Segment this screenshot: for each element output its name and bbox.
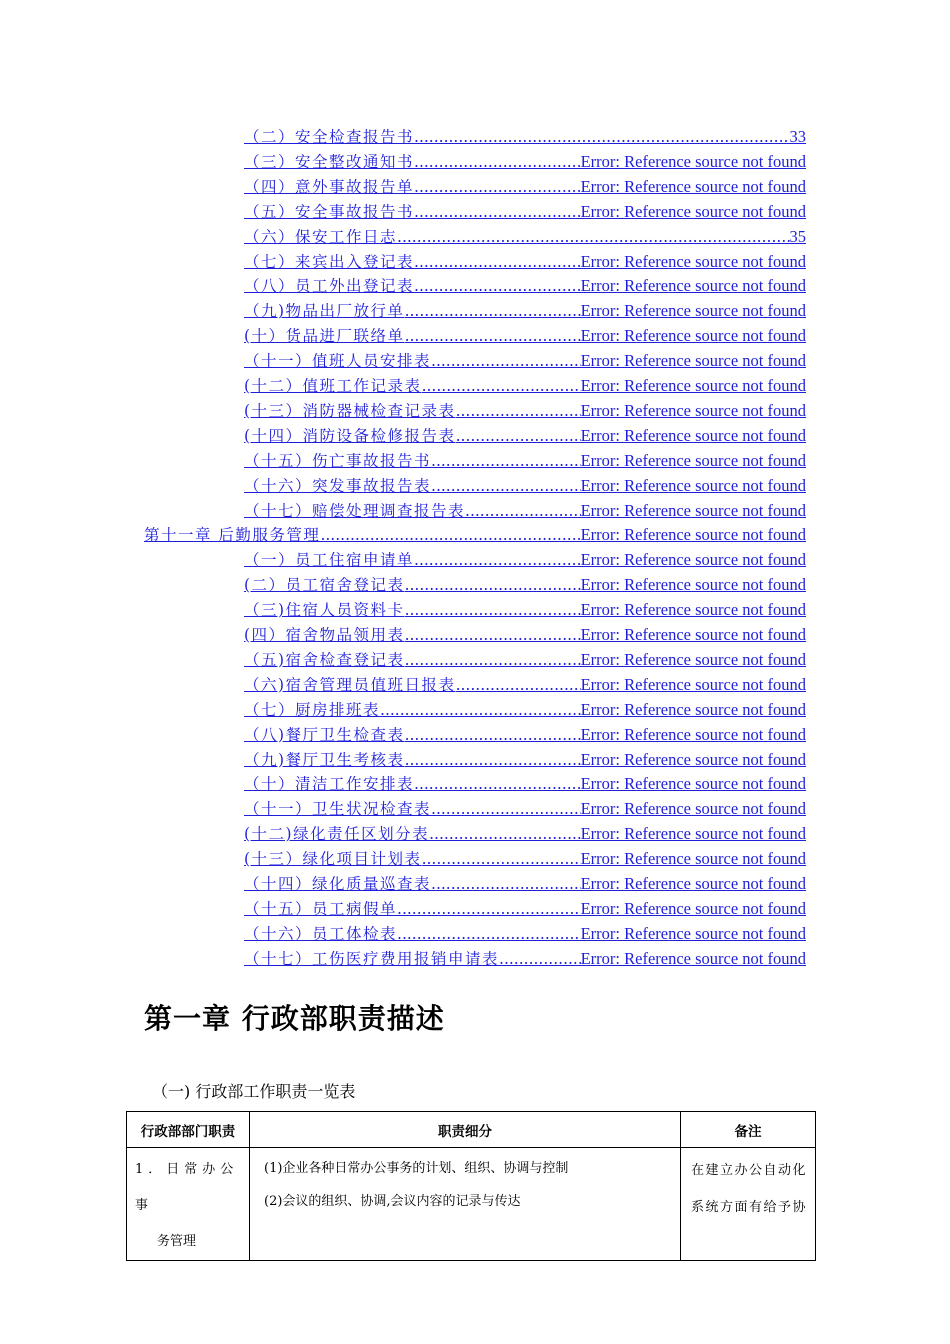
toc-entry-page: Error: Reference source not found — [580, 376, 806, 395]
toc-dot-leader — [431, 872, 581, 897]
toc-entry-title: （九)餐厅卫生考核表 — [244, 750, 405, 769]
toc-entry-page: Error: Reference source not found — [580, 251, 806, 271]
toc-entry-title: （八）员工外出登记表 — [244, 277, 415, 296]
toc-dot-leader — [414, 274, 581, 299]
toc-entry-page: Error: Reference source not found — [580, 176, 806, 196]
toc-entry-page: Error: Reference source not found — [580, 276, 806, 296]
toc-entry-title: （八)餐厅卫生检查表 — [244, 725, 405, 744]
toc-entry-page: Error: Reference source not found — [580, 674, 806, 694]
toc-entry-page: Error: Reference source not found — [580, 948, 806, 968]
toc-dot-leader — [414, 200, 581, 225]
toc-entry-page: Error: Reference source not found — [580, 699, 806, 719]
toc-entry-link[interactable] — [244, 298, 806, 323]
toc-entry-page: Error: Reference source not found — [580, 824, 806, 844]
toc-entry-link[interactable] — [244, 622, 806, 647]
toc-entry-link[interactable] — [244, 597, 806, 622]
toc-dot-leader — [405, 299, 581, 324]
toc-dot-leader — [465, 499, 581, 524]
toc-chapter-link[interactable] — [144, 522, 806, 547]
toc-dot-leader — [414, 125, 789, 150]
toc-dot-leader — [414, 548, 581, 573]
toc-dot-leader — [414, 175, 581, 200]
toc-dot-leader — [414, 772, 581, 797]
toc-entry-title: （三）安全整改通知书 — [244, 152, 415, 171]
toc-entry-link[interactable] — [244, 796, 806, 821]
toc-entry-link[interactable] — [244, 423, 806, 448]
toc-dot-leader — [405, 573, 581, 598]
toc-entry-page: Error: Reference source not found — [580, 500, 806, 520]
toc-entry-link[interactable] — [244, 871, 806, 896]
chapter-title: 第一章 行政部职责描述 — [144, 1002, 445, 1035]
toc-entry-link[interactable] — [244, 722, 806, 747]
toc-dot-leader — [499, 947, 581, 972]
toc-entry-title: （二）安全检查报告书 — [244, 128, 415, 146]
toc-entry-link[interactable] — [244, 572, 806, 597]
toc-entry-page: Error: Reference source not found — [580, 301, 806, 321]
toc-entry-title: 第十一章 后勤服务管理 — [144, 526, 321, 545]
toc-dot-leader — [320, 523, 580, 548]
toc-dot-leader — [456, 399, 581, 424]
duty-table — [126, 1111, 816, 1261]
toc-dot-leader — [405, 598, 581, 623]
toc-entry-title: （十一）值班人员安排表 — [244, 352, 432, 371]
toc-entry-page: 35 — [789, 226, 806, 246]
toc-entry-title: (二）员工宿舍登记表 — [244, 576, 405, 595]
toc-entry-link[interactable] — [244, 448, 806, 473]
toc-entry-title: (十二)绿化责任区划分表 — [244, 825, 430, 844]
toc-entry-page: Error: Reference source not found — [580, 525, 806, 545]
toc-entry-link[interactable] — [244, 199, 806, 224]
toc-entry-link[interactable] — [244, 149, 806, 174]
toc-dot-leader — [456, 673, 581, 698]
toc-dot-leader — [431, 797, 581, 822]
toc-entry-title: （三)住宿人员资料卡 — [244, 601, 405, 620]
toc-entry-link[interactable] — [244, 896, 806, 921]
toc-entry-link[interactable] — [244, 373, 806, 398]
toc-dot-leader — [456, 424, 581, 449]
toc-entry-title: （七）来宾出入登记表 — [244, 252, 415, 271]
toc-entry-title: （十六）员工体检表 — [244, 924, 398, 943]
toc-entry-page: Error: Reference source not found — [580, 575, 806, 595]
duty-cell — [127, 1148, 250, 1261]
toc-entry-page: Error: Reference source not found — [580, 475, 806, 495]
toc-dot-leader — [414, 250, 581, 275]
toc-entry-link[interactable] — [244, 821, 806, 846]
toc-entry-page: Error: Reference source not found — [580, 649, 806, 669]
toc-entry-page: Error: Reference source not found — [580, 201, 806, 221]
toc-dot-leader — [429, 822, 580, 847]
toc-entry-title: (四）宿舍物品领用表 — [244, 626, 405, 644]
toc-entry-page: Error: Reference source not found — [580, 898, 806, 918]
toc-dot-leader — [405, 748, 581, 773]
section-heading: （一) 行政部工作职责一览表 — [152, 1082, 356, 1101]
toc-dot-leader — [431, 349, 581, 374]
note-cell — [681, 1148, 816, 1261]
toc-entry-title: (十三）消防器械检查记录表 — [244, 401, 456, 420]
toc-entry-page: Error: Reference source not found — [580, 849, 806, 869]
note-line: 在建立办公自动化 — [691, 1163, 808, 1178]
toc-entry-page: Error: Reference source not found — [580, 351, 806, 371]
toc-dot-leader — [405, 723, 581, 748]
toc-entry-link[interactable] — [244, 398, 806, 423]
toc-dot-leader — [422, 374, 581, 399]
toc-entry-page: Error: Reference source not found — [580, 923, 806, 943]
toc-entry-link[interactable] — [244, 946, 806, 971]
toc-dot-leader — [380, 698, 581, 723]
toc-entry-page: Error: Reference source not found — [580, 450, 806, 470]
toc-entry-page: Error: Reference source not found — [580, 151, 806, 171]
toc-entry-link[interactable] — [244, 473, 806, 498]
toc-entry-title: （十七）赔偿处理调查报告表 — [244, 501, 466, 520]
toc-entry-title: (十）货品进厂联络单 — [244, 327, 405, 346]
column-header: 备注 — [681, 1112, 816, 1148]
toc-entry-page: Error: Reference source not found — [580, 326, 806, 346]
toc-entry-link[interactable] — [244, 672, 806, 697]
detail-cell — [250, 1148, 681, 1261]
detail-line: (1)企业各种日常办公事务的计划、组织、协调与控制 — [264, 1161, 569, 1176]
toc-entry-link[interactable] — [244, 846, 806, 871]
toc-dot-leader — [397, 225, 789, 250]
toc-entry-page: Error: Reference source not found — [580, 724, 806, 744]
toc-entry-title: （四）意外事故报告单 — [244, 177, 415, 196]
toc-entry-link[interactable] — [244, 273, 806, 298]
toc-dot-leader — [431, 449, 581, 474]
toc-dot-leader — [414, 150, 581, 175]
toc-entry-link[interactable] — [244, 224, 806, 249]
note-line: 系统方面有给予协 — [691, 1200, 808, 1215]
toc-entry-title: （十六）突发事故报告表 — [244, 476, 432, 495]
toc-entry-page: Error: Reference source not found — [580, 625, 806, 644]
toc-entry-link[interactable] — [244, 771, 806, 796]
column-header: 行政部部门职责 — [127, 1112, 250, 1148]
toc-entry-title: (十三）绿化项目计划表 — [244, 850, 422, 869]
duty-line: 1．日常办公事 — [135, 1162, 239, 1213]
toc-entry-link[interactable] — [244, 348, 806, 373]
toc-entry-page: Error: Reference source not found — [580, 550, 806, 570]
toc-entry-title: （十五）员工病假单 — [244, 899, 398, 918]
toc-entry-title: （六）保安工作日志 — [244, 227, 398, 246]
toc-entry-link[interactable] — [244, 547, 806, 572]
toc-entry-link[interactable] — [244, 921, 806, 946]
toc-entry-title: （十）清洁工作安排表 — [244, 775, 415, 794]
toc-entry-page: Error: Reference source not found — [580, 400, 806, 420]
toc-entry-title: (十二）值班工作记录表 — [244, 377, 422, 395]
duty-line: 务管理 — [157, 1234, 197, 1249]
column-header: 职责细分 — [250, 1112, 681, 1148]
toc-entry-page: Error: Reference source not found — [580, 600, 806, 620]
table-row — [127, 1148, 816, 1261]
toc-entry-link[interactable] — [244, 697, 806, 722]
toc-entry-link[interactable] — [244, 174, 806, 199]
toc-entry-title: （十一）卫生状况检查表 — [244, 800, 432, 819]
toc-entry-link[interactable] — [244, 498, 806, 523]
toc-entry-page: Error: Reference source not found — [580, 799, 806, 819]
toc-dot-leader — [431, 474, 581, 499]
detail-line: (2)会议的组织、协调,会议内容的记录与传达 — [264, 1194, 521, 1209]
toc-entry-title: （十五）伤亡事故报告书 — [244, 451, 432, 470]
toc-entry-page: 33 — [789, 127, 806, 146]
toc-entry-title: （十四）绿化质量巡查表 — [244, 875, 432, 893]
toc-entry-link[interactable] — [244, 249, 806, 274]
toc-entry-title: （一）员工住宿申请单 — [244, 551, 415, 570]
toc-dot-leader — [405, 623, 581, 648]
toc-entry-title: (十四）消防设备检修报告表 — [244, 426, 456, 445]
toc-entry-page: Error: Reference source not found — [580, 749, 806, 769]
toc-dot-leader — [397, 897, 581, 922]
toc-entry-link[interactable] — [244, 124, 806, 149]
toc-entry-title: （五）安全事故报告书 — [244, 202, 415, 221]
table-header-row — [127, 1112, 816, 1148]
toc-entry-page: Error: Reference source not found — [580, 774, 806, 794]
toc-entry-title: （六)宿舍管理员值班日报表 — [244, 675, 456, 694]
toc-entry-link[interactable] — [244, 747, 806, 772]
toc-dot-leader — [405, 648, 581, 673]
toc-entry-title: （十七）工伤医疗费用报销申请表 — [244, 949, 500, 968]
toc-entry-title: （九)物品出厂放行单 — [244, 302, 405, 321]
toc-entry-title: （五)宿舍检查登记表 — [244, 650, 405, 669]
toc-dot-leader — [422, 847, 581, 872]
toc-entry-link[interactable] — [244, 323, 806, 348]
toc-entry-title: （七）厨房排班表 — [244, 700, 381, 719]
toc-entry-page: Error: Reference source not found — [580, 425, 806, 445]
toc-dot-leader — [405, 324, 581, 349]
toc-entry-page: Error: Reference source not found — [580, 874, 806, 893]
toc-dot-leader — [397, 922, 581, 947]
toc-entry-link[interactable] — [244, 647, 806, 672]
